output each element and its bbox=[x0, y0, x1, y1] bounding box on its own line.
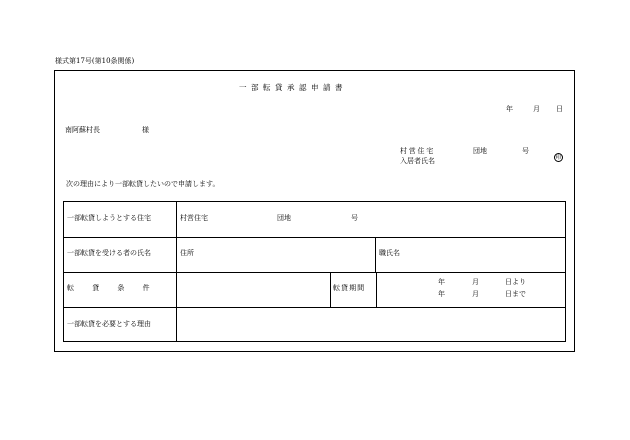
row1-label: 一部転貸しようとする住宅 bbox=[67, 214, 151, 222]
addressee-name: 南阿蘇村長 bbox=[65, 126, 100, 134]
row4-label: 一部転貸を必要とする理由 bbox=[67, 320, 151, 328]
seal-mark: 印 bbox=[555, 154, 562, 161]
row1-complex: 団地 bbox=[277, 214, 291, 222]
statement-text: 次の理由により一部転貸したいので申請します。 bbox=[66, 180, 220, 188]
to-month: 月 bbox=[472, 290, 479, 298]
from-month: 月 bbox=[472, 278, 479, 286]
row2-occupation: 職氏名 bbox=[379, 249, 400, 257]
row1-number: 号 bbox=[351, 214, 358, 222]
row3-label: 転貸条件 bbox=[67, 284, 168, 292]
form-number: 様式第17号(第10条関係) bbox=[55, 57, 135, 65]
to-year: 年 bbox=[438, 290, 445, 298]
row2-label: 一部転貸を受ける者の氏名 bbox=[67, 249, 151, 257]
applicant-resident-label: 入居者氏名 bbox=[400, 157, 435, 165]
applicant-complex: 団地 bbox=[473, 147, 487, 155]
date-month: 月 bbox=[533, 105, 540, 113]
from-day: 日より bbox=[505, 278, 526, 286]
label-column-divider bbox=[176, 202, 177, 341]
applicant-housing-label: 村営住宅 bbox=[400, 147, 435, 155]
date-year: 年 bbox=[506, 105, 513, 113]
row2-address: 住所 bbox=[180, 249, 194, 257]
form-title: 一部転貸承認申請書 bbox=[239, 83, 347, 92]
from-year: 年 bbox=[438, 278, 445, 286]
date-day: 日 bbox=[556, 105, 563, 113]
to-day: 日まで bbox=[505, 290, 526, 298]
row3-period-label: 転貸期間 bbox=[333, 284, 366, 292]
addressee-suffix: 様 bbox=[142, 126, 149, 134]
row1-housing: 村営住宅 bbox=[180, 214, 208, 222]
applicant-number: 号 bbox=[522, 147, 529, 155]
